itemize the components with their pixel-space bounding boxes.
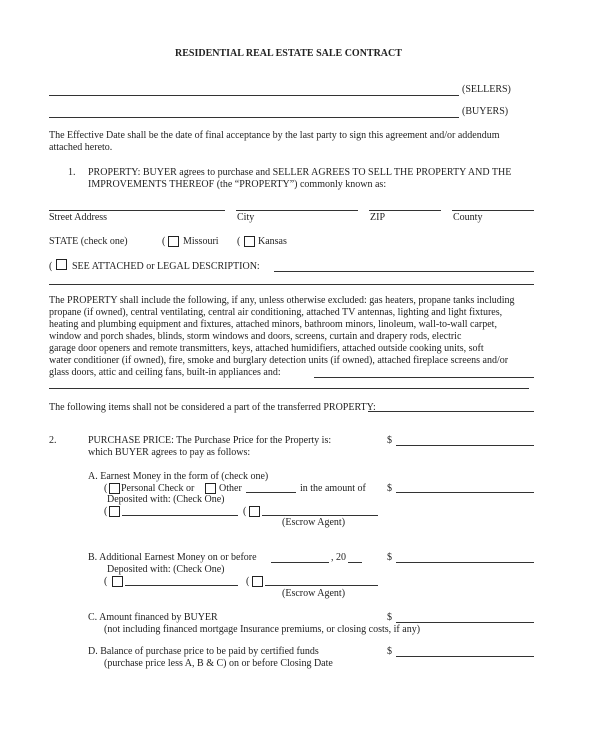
additional-earnest-amount-field[interactable]: [396, 562, 534, 563]
depository-option-1-checkbox[interactable]: [112, 576, 123, 587]
other-checkbox[interactable]: [205, 483, 216, 494]
amount-financed-field[interactable]: [396, 622, 534, 623]
depository-option-1-field[interactable]: [125, 585, 238, 586]
purchase-price-line1: PURCHASE PRICE: The Purchase Price for the Property is:: [88, 435, 332, 446]
street-address-field[interactable]: [49, 210, 225, 211]
additional-earnest-money-line1: B. Additional Earnest Money on or before: [88, 552, 257, 563]
year-prefix: 20: [336, 552, 346, 563]
personal-check-label: Personal Check or: [121, 483, 195, 494]
buyers-label: (BUYERS): [462, 106, 509, 117]
property-line2: IMPROVEMENTS THEREOF (the “PROPERTY”) commonly known as:: [88, 179, 387, 190]
city-label: City: [237, 212, 255, 223]
deposited-with-label: Deposited with: (Check One): [107, 564, 225, 575]
purchase-price-field[interactable]: [396, 445, 534, 446]
inclusions-line: glass doors, attic and ceiling fans, built-in appliances and:: [49, 367, 281, 378]
section-2-number: 2.: [49, 435, 57, 446]
legal-description-line2[interactable]: [49, 284, 534, 285]
city-field[interactable]: [236, 210, 358, 211]
dollar-sign: $: [387, 435, 392, 446]
deposited-with-label: Deposited with: (Check One): [107, 494, 225, 505]
county-field[interactable]: [452, 210, 534, 211]
county-label: County: [453, 212, 483, 223]
effective-date-line2: attached hereto.: [49, 142, 113, 153]
year-field[interactable]: [348, 562, 362, 563]
inclusions-line: propane (if owned), central ventilating, central air conditioning, attached TV antennas, lighting and light fixtures,: [49, 307, 503, 318]
paren: (: [243, 506, 247, 517]
paren: (: [49, 261, 53, 272]
legal-description-field[interactable]: [274, 271, 534, 272]
state-label: STATE (check one): [49, 236, 128, 247]
dollar-sign: $: [387, 612, 392, 623]
amount-financed-line2: (not including financed mortgage Insurance premiums, or closing costs, if any): [104, 624, 421, 635]
depository-option-2-checkbox[interactable]: [249, 506, 260, 517]
other-field[interactable]: [246, 492, 296, 493]
legal-description-checkbox[interactable]: [56, 259, 67, 270]
paren: (: [246, 576, 250, 587]
missouri-label: Missouri: [183, 236, 219, 247]
sellers-field[interactable]: [49, 95, 459, 96]
balance-field[interactable]: [396, 656, 534, 657]
street-address-label: Street Address: [49, 212, 108, 223]
balance-line2: (purchase price less A, B & C) on or before Closing Date: [104, 658, 333, 669]
exclusions-field[interactable]: [368, 411, 534, 412]
personal-check-checkbox[interactable]: [109, 483, 120, 494]
depository-option-2-field[interactable]: [262, 515, 378, 516]
dollar-sign: $: [387, 646, 392, 657]
kansas-label: Kansas: [258, 236, 287, 247]
document-title: RESIDENTIAL REAL ESTATE SALE CONTRACT: [175, 48, 402, 59]
depository-option-1-field[interactable]: [122, 515, 238, 516]
legal-description-label: SEE ATTACHED or LEGAL DESCRIPTION:: [72, 261, 260, 272]
dollar-sign: $: [387, 483, 392, 494]
escrow-agent-label: (Escrow Agent): [282, 588, 346, 599]
effective-date-line1: The Effective Date shall be the date of final acceptance by the last party to sign this agreement and/or addendum: [49, 130, 500, 141]
comma: ,: [331, 552, 334, 563]
exclusions-label: The following items shall not be considered a part of the transferred PROPERTY:: [49, 402, 376, 413]
zip-field[interactable]: [369, 210, 441, 211]
depository-option-2-field[interactable]: [265, 585, 378, 586]
earnest-money-line1: A. Earnest Money in the form of (check one): [88, 471, 269, 482]
earnest-money-amount-field[interactable]: [396, 492, 534, 493]
depository-option-2-checkbox[interactable]: [252, 576, 263, 587]
buyers-field[interactable]: [49, 117, 459, 118]
inclusions-line: heating and plumbing equipment and fixtures, attached minors, bathroom minors, linoleum, wall-to-wall carpet,: [49, 319, 497, 330]
inclusions-line: garage door openers and remote transmitters, keys, attached humidifiers, attached outside cooking units, soft: [49, 343, 484, 354]
paren: (: [237, 236, 241, 247]
inclusions-field-line2[interactable]: [49, 388, 529, 389]
other-label: Other: [219, 483, 242, 494]
sellers-label: (SELLERS): [462, 84, 511, 95]
in-amount-label: in the amount of: [300, 483, 366, 494]
dollar-sign: $: [387, 552, 392, 563]
amount-financed-line1: C. Amount financed by BUYER: [88, 612, 218, 623]
depository-option-1-checkbox[interactable]: [109, 506, 120, 517]
inclusions-line: water conditioner (if owned), fire, smoke and burglary detection units (if owned), attached fireplace screens and/or: [49, 355, 509, 366]
property-line1: PROPERTY: BUYER agrees to purchase and SELLER AGREES TO SELL THE PROPERTY AND THE: [88, 167, 512, 178]
balance-line1: D. Balance of purchase price to be paid by certified funds: [88, 646, 319, 657]
paren: (: [104, 506, 108, 517]
escrow-agent-label: (Escrow Agent): [282, 517, 346, 528]
kansas-checkbox[interactable]: [244, 236, 255, 247]
paren: (: [162, 236, 166, 247]
purchase-price-line2: which BUYER agrees to pay as follows:: [88, 447, 251, 458]
inclusions-line: window and porch shades, blinds, storm windows and doors, screens, curtain and drapery rods, electric: [49, 331, 462, 342]
additional-earnest-date-field[interactable]: [271, 562, 329, 563]
inclusions-field[interactable]: [314, 377, 534, 378]
zip-label: ZIP: [370, 212, 385, 223]
missouri-checkbox[interactable]: [168, 236, 179, 247]
paren: (: [104, 576, 108, 587]
section-1-number: 1.: [68, 167, 76, 178]
inclusions-line: The PROPERTY shall include the following, if any, unless otherwise excluded: gas heaters, propane tanks including: [49, 295, 515, 306]
paren: (: [104, 483, 108, 494]
